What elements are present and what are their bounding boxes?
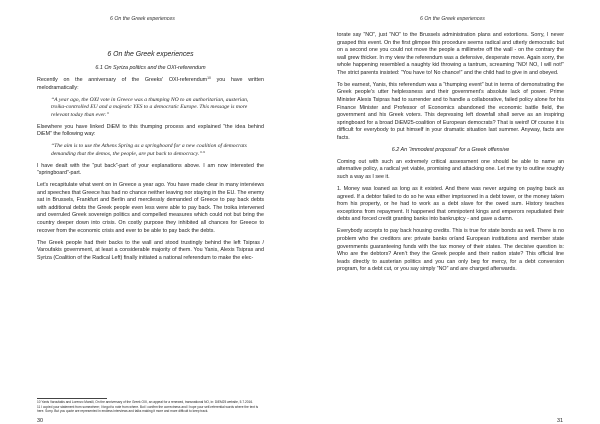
section-heading: 6.2 An “immodest proposal” for a Greek offensive [391, 146, 510, 153]
footnote-ref[interactable]: 10 [207, 76, 211, 80]
right-text-column [337, 32, 564, 278]
footnote-divider [37, 398, 107, 399]
footnote: 11 I copied your statement from somewhere; I forgot to note from where. But I confirm the correctness and I hope your self-referential words where the text is here. Sorry. But you quote are represented in endless interviews and talks making it more and more difficult to keep track. [37, 404, 259, 414]
left-text-column [37, 50, 264, 267]
block-quote: “The aim is to use the Athens Spring as a springboard for a new coalition of democrats demanding that the demos, the people, are put back to democracy.”$^{11}$ [51, 143, 247, 157]
paragraph: Let’s recapitulate what went on in Greece a year ago. You have made clear in many interviews and speeches that Greece has had no chance neither leaving nor staying in the EU. The enemy sat in Brussels, Frankfurt and Berlin and mercilessly demanded of Greece to pay back debts with additional debts the Greek people even less were able to pay back. The troika intervened and overruled Greek sovereign politics and compelled measures which could not but bring the country deeper down into crisis. On costly purpose they inhibited all chances for Greece to recover from the economic crisis and ever to be able to pay back the debts. [37, 182, 264, 234]
footnote: 10 Yanis Varoufakis and Lorenzo Marsili, On the anniversary of the Greek OXI, an appeal for a renewed, transnational NO, in: DiEM25 website, 5.7.2016. [37, 400, 253, 404]
footnotes [37, 400, 264, 414]
paragraph: The Greek people had their backs to the wall and stood trustingly behind the left Tsipras / Varoufakis government, at least a considerable majority of them. You Yanis, Alexis Tsipras and Syriza (Coalition of the Radical Left) finally initiated a national referendum to make the elec- [37, 239, 264, 261]
paragraph: I have dealt with the “put back”-part of your explanations above. I am now interested the “springboard”-part. [37, 162, 264, 177]
section-heading: 6.1 On Syriza politics and the OXI-referendum [95, 65, 206, 71]
page-number: 31 [557, 418, 563, 424]
block-quote: “A year ago, the OXI vote in Greece was a thumping NO to an authoritarian, austerian, troika-controlled EU and a majestic YES to a democratic Europe. This message is more relevant today than ever.” [51, 96, 249, 118]
paragraph: Elsewhere you have linked DiEM to this thumping process and explained “the idea behind DiEM” the following way: [37, 123, 264, 138]
footnote-ref[interactable]: 11 [202, 149, 206, 154]
right-page [300, 0, 600, 424]
running-head: 6 On the Greek experiences [420, 16, 485, 22]
paragraph: 1. Money was loaned as long as it existed. And there was never arguing on paying back as agreed. If a debtor failed to do so he was either imprisoned in a debt tower, or the money taken from his property, or he had to work as a debt slave for the owed sum. History teaches exceptions from repayment. It happened that omnipotent kings and emperors repudiated their debts and forced credit granting banks into bankruptcy - and gave a damn. [337, 186, 564, 223]
page-number: 30 [37, 418, 43, 424]
paragraph: Recently on the anniversary of the Greeks' OXI-referendum$^{10}$ you have written melodramatically: [37, 76, 264, 91]
paragraph: Everybody accepts to pay back housing credits. This is true for state bonds as well. There is no problem who the creditors are: private banks or/and European institutions and member state governments guaranteeing funds with the tax money of their states. The decisive question is: Who are the debtors? Aren’t they the Greek people and their nation state? This official line leads directly to austerian politics and you can only beg for mercy, for a debt conversion program, for a debt cut, or you say simply “NO” and are charged afterwards. [337, 228, 564, 273]
chapter-title: 6 On the Greek experiences [107, 51, 194, 58]
running-head: 6 On the Greek experiences [110, 16, 175, 22]
paragraph: torate say “NO”, just “NO” to the Brussels administration plans and extortions. Sorry, I never grasped this event. On the first glimpse this procedure seems radical and utterly democratic but on a second one you could not move the people a millimetre off the wall - on the contrary the wall grew thicker. In my view the referendum was a defensive, desperate move. Again sorry, the whole happening resembled a naughty kid throwing a tantrum, screaming “NO! NO, I will not!” The strict parents insisted: “You have to! No chance!” and the child had to give in and obeyed. [337, 32, 564, 76]
paragraph: Coming out with such an extremely critical assessment one should be able to name an alternative policy, a radical yet viable, promising and attacking one. Let me try to outline roughly such a way as I see it. [337, 158, 564, 180]
paragraph: To be earnest, Yanis, this referendum was a “thumping event” but in terms of demonstrating the Greek people’s utter helplessness and their government’s absolute lack of power. Prime Minister Alexis Tsipras had to surrender and to handle a collaborative, failed policy alone for his Finance Minister and Professor of Economics abandoned the economic battle field, the government and his Greek voters. This depressing left downfall shall serve as an inspiring springboard for a broad DiEM25-coalition of European democrats? That is weird! Of course it is difficult for everybody to put himself in your dramatic situation last summer. Anyway, facts are facts. [337, 81, 564, 141]
